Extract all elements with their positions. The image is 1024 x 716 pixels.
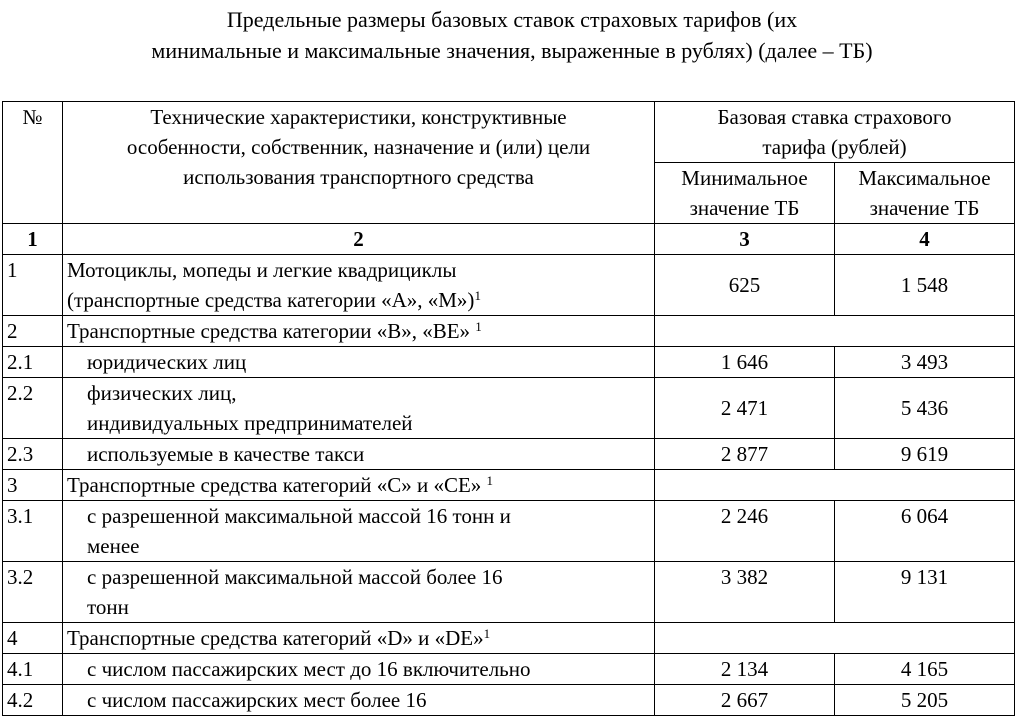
table-row [3,347,1015,378]
row-description: Транспортные средства категорий «D» и «DЕ»$^1$ [63,623,655,654]
row-description: с разрешенной максимальной массой более 16 тонн [63,562,655,623]
table-row [3,439,1015,470]
row-num: 4 [3,623,63,654]
header-base-rate: Базовая ставка страхового тарифа (рублей) [655,102,1015,163]
header-row [3,102,1015,163]
row-num: 2.3 [3,439,63,470]
row-max: 5 436 [835,378,1015,439]
col-num-3: 3 [655,224,835,255]
row-description: используемые в качестве такси [63,439,655,470]
table-row [3,470,1015,501]
row-min: 2 246 [655,501,835,562]
row-max: 5 205 [835,685,1015,716]
row-description: физических лиц, индивидуальных предпринимателей [63,378,655,439]
row-max: 6 064 [835,501,1015,562]
row-max: 4 165 [835,654,1015,685]
header-num: № [3,102,63,224]
table-row [3,623,1015,654]
table-row [3,654,1015,685]
col-num-4: 4 [835,224,1015,255]
row-num: 3 [3,470,63,501]
row-min: 1 646 [655,347,835,378]
row-min: 2 134 [655,654,835,685]
table-row [3,501,1015,562]
row-max: 9 619 [835,439,1015,470]
table-row [3,255,1015,316]
title-line-1: Предельные размеры базовых ставок страховых тарифов (их [226,7,798,32]
table-row [3,685,1015,716]
table-row [3,562,1015,623]
row-description: Мотоциклы, мопеды и легкие квадрициклы (транспортные средства категории «А», «М»)$^1$ [63,255,655,316]
row-num: 1 [3,255,63,316]
row-empty [655,623,1015,654]
title-line-2: минимальные и максимальные значения, выраженные в рублях) (далее – ТБ) [151,38,873,63]
document-title [0,4,1024,66]
row-max: 1 548 [835,255,1015,316]
row-num: 4.1 [3,654,63,685]
header-min: Минимальное значение ТБ [655,163,835,224]
row-description: с числом пассажирских мест более 16 [63,685,655,716]
row-num: 2 [3,316,63,347]
row-description: Транспортные средства категорий «С» и «СЕ» $^1$ [63,470,655,501]
row-num: 2.2 [3,378,63,439]
header-max: Максимальное значение ТБ [835,163,1015,224]
row-description: Транспортные средства категории «В», «ВЕ» $^1$ [63,316,655,347]
row-num: 4.2 [3,685,63,716]
table-row [3,378,1015,439]
column-number-row [3,224,1015,255]
col-num-2: 2 [63,224,655,255]
row-min: 625 [655,255,835,316]
header-characteristics: Технические характеристики, конструктивные особенности, собственник, назначение и (или) цели использования транспортного средства [63,102,655,224]
table-row [3,316,1015,347]
row-num: 3.1 [3,501,63,562]
row-max: 3 493 [835,347,1015,378]
row-description: с разрешенной максимальной массой 16 тонн и менее [63,501,655,562]
row-description: юридических лиц [63,347,655,378]
row-max: 9 131 [835,562,1015,623]
tariff-table [2,101,1015,716]
row-min: 2 667 [655,685,835,716]
col-num-1: 1 [3,224,63,255]
row-description: с числом пассажирских мест до 16 включительно [63,654,655,685]
row-min: 2 877 [655,439,835,470]
row-empty [655,470,1015,501]
row-empty [655,316,1015,347]
row-min: 3 382 [655,562,835,623]
row-min: 2 471 [655,378,835,439]
row-num: 2.1 [3,347,63,378]
row-num: 3.2 [3,562,63,623]
